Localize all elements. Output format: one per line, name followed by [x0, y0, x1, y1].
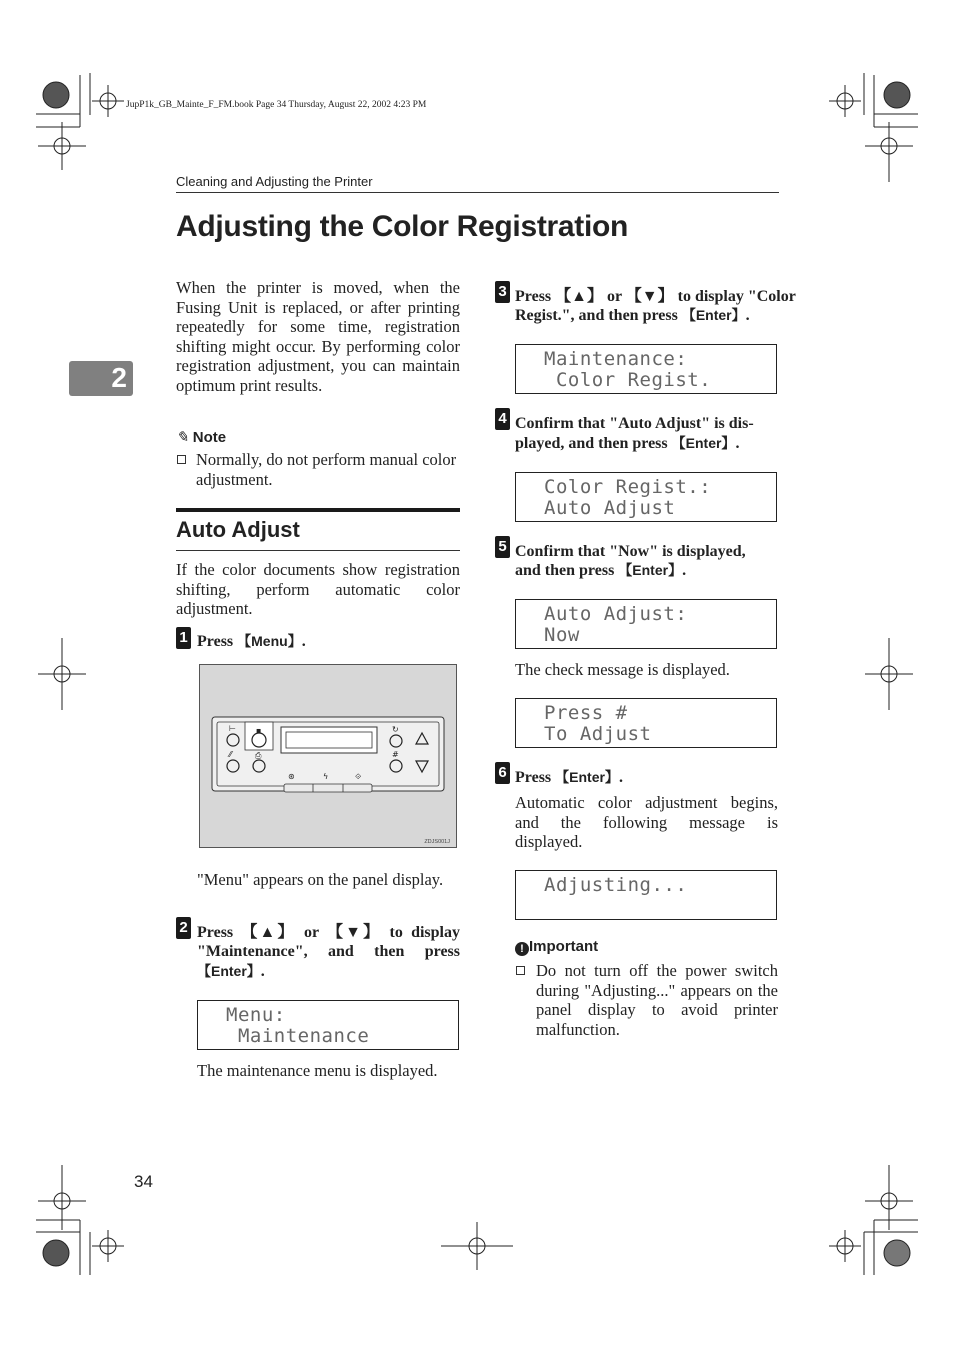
- svg-text:⊢: ⊢: [229, 724, 236, 733]
- section-intro: If the color documents show registration shifting, perform automatic color adjustment.: [176, 560, 460, 619]
- step-text: Regist.", and then press: [515, 307, 682, 324]
- step-number: 2: [176, 917, 191, 939]
- running-head: Cleaning and Adjusting the Printer: [176, 174, 373, 189]
- step-number: 1: [176, 627, 191, 649]
- header-rule: [176, 192, 779, 193]
- step-result: Automatic color adjustment begins, and the following message is displayed.: [515, 793, 778, 852]
- note-item: Normally, do not perform manual color adjustment.: [196, 450, 457, 489]
- step-result: "Menu" appears on the panel display.: [197, 870, 444, 889]
- lcd-line-1: Maintenance:: [544, 348, 688, 370]
- step-text-end: .: [735, 435, 740, 452]
- step-instruction-line2: [515, 561, 686, 581]
- lcd-line-1: Press #: [544, 702, 628, 724]
- checkbox-bullet-icon: [177, 455, 186, 464]
- step-text-end: .: [301, 633, 306, 650]
- enter-key: 【Enter】: [671, 435, 736, 451]
- lcd-line-2: Now: [544, 624, 580, 646]
- step-instruction-line2: [515, 434, 739, 454]
- step-text: Press: [515, 769, 556, 786]
- step-instruction-line1: Press 【▲】 or 【▼】 to display: [197, 924, 460, 941]
- lcd-display: [515, 344, 777, 394]
- lcd-line-1: Adjusting...: [544, 874, 688, 896]
- page-number: 34: [134, 1172, 153, 1191]
- step-text-end: .: [745, 307, 750, 324]
- svg-text:#: #: [392, 750, 399, 759]
- step-text-end: .: [618, 769, 623, 786]
- section-rule-top: [176, 508, 460, 512]
- note-heading-text: Note: [192, 429, 227, 446]
- lcd-line-1: Menu:: [226, 1004, 286, 1026]
- step-instruction: [197, 632, 306, 652]
- lcd-line-2: Maintenance: [226, 1025, 370, 1047]
- lcd-line-2: Color Regist.: [544, 369, 712, 391]
- step-instruction-line1: Confirm that "Auto Adjust" is dis-: [515, 415, 754, 432]
- step-number: 5: [495, 536, 510, 558]
- control-panel-figure: [199, 664, 457, 848]
- lcd-display: [197, 1000, 459, 1050]
- enter-key: 【Enter】: [618, 562, 683, 578]
- note-heading: [176, 428, 226, 446]
- svg-text:▪: ▪: [256, 726, 262, 735]
- chapter-number: 2: [111, 362, 127, 393]
- step-text-end: .: [260, 963, 265, 980]
- lcd-line-1: Color Regist.:: [544, 476, 712, 498]
- enter-key: 【Enter】: [197, 963, 261, 979]
- intro-paragraph: When the printer is moved, when the Fusing Unit is replaced, or after printing repeatedly for some time, registration shifting might occur. By performing color registration adjustment, you can maintain optimum print results.: [176, 278, 460, 395]
- important-heading-text: Important: [529, 938, 599, 955]
- pencil-icon: ✎: [176, 429, 189, 446]
- step-text: played, and then press: [515, 435, 672, 452]
- lcd-display: [515, 472, 777, 522]
- step-result: The check message is displayed.: [515, 660, 730, 679]
- section-rule-bottom: [176, 550, 460, 551]
- step-instruction-line3: [197, 962, 265, 982]
- step-instruction-line1: Press 【▲】 or 【▼】 to display "Color: [515, 288, 796, 305]
- menu-key: 【Menu】: [237, 633, 302, 649]
- lcd-display: [515, 870, 777, 920]
- important-item: Do not turn off the power switch during "Adjusting..." appears on the panel display to avoid printer malfunction.: [536, 961, 778, 1039]
- page-title: Adjusting the Color Registration: [176, 210, 629, 243]
- section-heading: Auto Adjust: [176, 517, 300, 542]
- svg-text:⊛: ⊛: [288, 772, 295, 781]
- lcd-line-2: To Adjust: [544, 723, 652, 745]
- step-instruction: [515, 768, 623, 788]
- chapter-tab: [69, 361, 133, 396]
- step-text: Press: [197, 633, 238, 650]
- important-heading: [515, 938, 598, 956]
- step-text: and then press: [515, 562, 619, 579]
- checkbox-bullet-icon: [516, 966, 525, 975]
- figure-code: ZDJS001J: [424, 839, 450, 845]
- step-number: 6: [495, 762, 510, 784]
- lcd-display: [515, 599, 777, 649]
- important-icon: !: [515, 942, 529, 956]
- step-instruction-line2: "Maintenance", and then press: [197, 943, 460, 960]
- step-result: The maintenance menu is displayed.: [197, 1061, 438, 1080]
- enter-key: 【Enter】: [555, 769, 619, 785]
- lcd-line-1: Auto Adjust:: [544, 603, 688, 625]
- step-instruction-line2: [515, 306, 750, 326]
- step-number: 4: [495, 408, 510, 430]
- svg-text:ϟ: ϟ: [323, 772, 329, 781]
- svg-text:⁄⁄: ⁄⁄: [229, 750, 232, 759]
- svg-text:⟐: ⟐: [355, 772, 362, 781]
- svg-text:⎙: ⎙: [255, 751, 262, 760]
- enter-key: 【Enter】: [681, 307, 746, 323]
- file-header: JupP1k_GB_Mainte_F_FM.book Page 34 Thursday, August 22, 2002 4:23 PM: [126, 100, 427, 110]
- lcd-display: [515, 698, 777, 748]
- step-text-end: .: [682, 562, 687, 579]
- step-instruction-line1: Confirm that "Now" is displayed,: [515, 543, 746, 560]
- step-number: 3: [495, 281, 510, 303]
- control-panel-illustration: [200, 665, 456, 847]
- lcd-line-2: Auto Adjust: [544, 497, 676, 519]
- svg-text:↻: ↻: [392, 725, 399, 734]
